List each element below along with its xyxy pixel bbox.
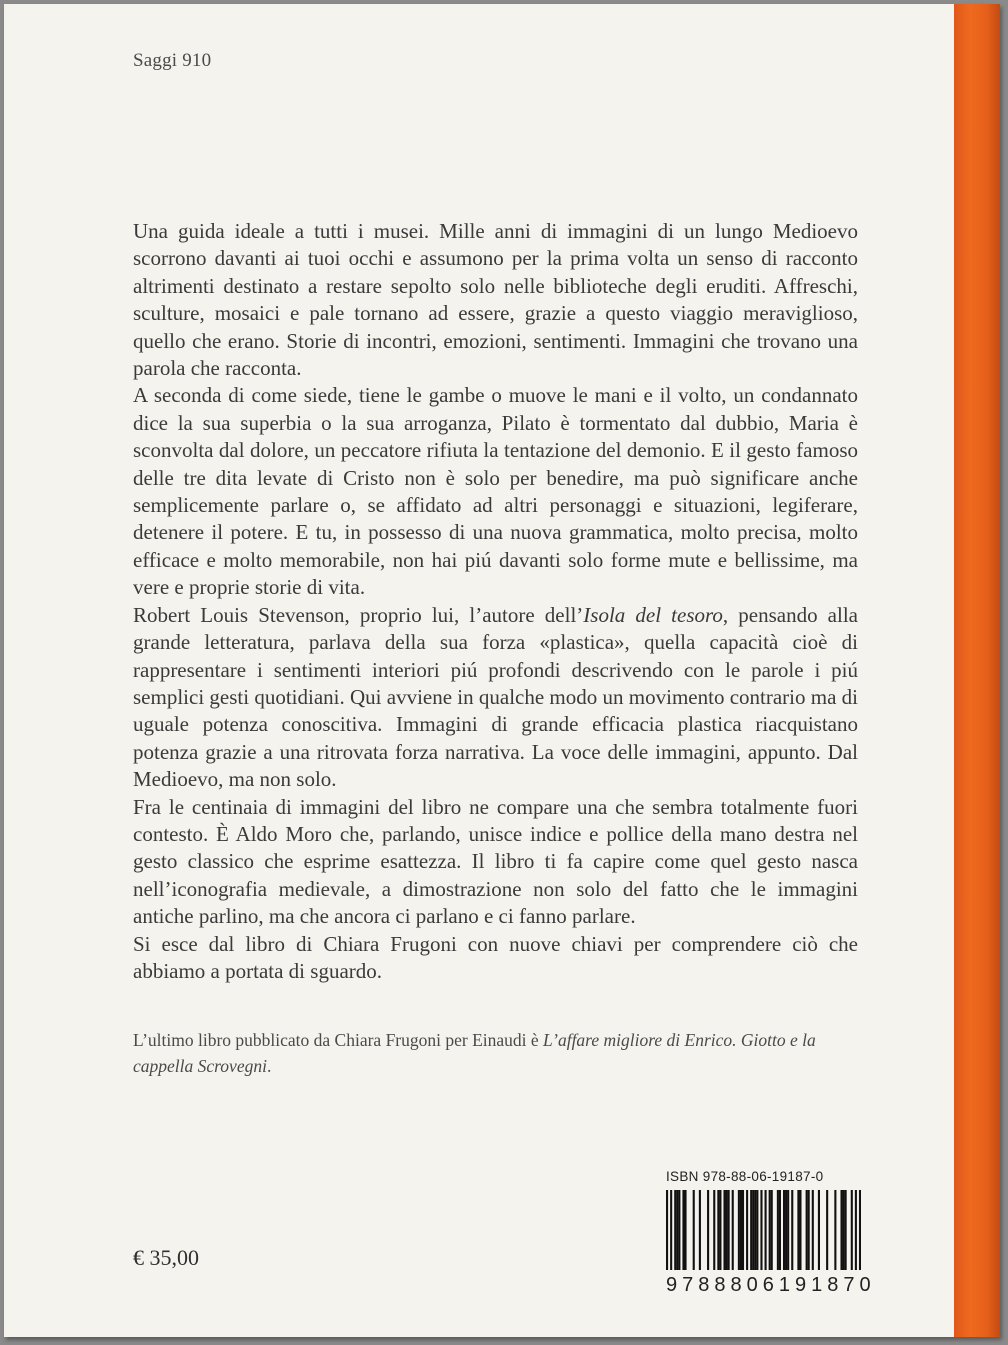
barcode-bar	[756, 1190, 758, 1270]
barcode-bar	[826, 1190, 828, 1270]
barcode-bar	[726, 1190, 728, 1270]
spine-edge	[954, 4, 1000, 1337]
barcode-bar	[750, 1190, 752, 1270]
price: € 35,00	[133, 1245, 199, 1270]
barcode-bar	[851, 1190, 853, 1270]
blurb-paragraph-2: A seconda di come siede, tiene le gambe o muove le mani e il volto, un condannato dice la sua superbia o la sua arroganza, Pilato è tormentato dal dubbio, Maria è sconvolta dal dolore, un peccatore rifiuta la tentazione del demonio. E il gesto famoso delle tre dita levate di Cristo non è solo per benedire, ma può significare anche semplicemente parlare o, se affidato ad altri personaggi e situazioni, legiferare, detenere il potere. E tu, in possesso di una nuova grammatica, molto precisa, molto efficace e molto memorabile, non hai piú davanti solo forme mute e bellissime, ma vere e proprie storie di vita.	[133, 383, 858, 600]
barcode-bar	[760, 1190, 762, 1270]
blurb-paragraph-3	[133, 602, 858, 794]
barcode-bar	[682, 1190, 684, 1270]
author-note-title: L’affare migliore di Enrico. Giotto e la cappella Scrovegni	[133, 1030, 816, 1076]
barcode-bar	[843, 1190, 845, 1270]
series-label: Saggi 910	[133, 50, 212, 71]
barcode-bar	[738, 1190, 740, 1270]
barcode-bar	[717, 1190, 719, 1270]
barcode-bar	[752, 1190, 754, 1270]
barcode	[666, 1190, 861, 1270]
barcode-bar	[834, 1190, 836, 1270]
author-note-end: .	[266, 1056, 272, 1076]
blurb-paragraph-4: Fra le centinaia di immagini del libro ne compare una che sembra totalmente fuori contesto. È Aldo Moro che, parlando, unisce indice e pollice della mano destra nel gesto classico che esprime esattezza. Il libro ti fa capire come quel gesto nasca nell’iconografia medievale, a dimostrazione non solo del fatto che le immagini antiche parlino, ma che ancora ci parlano e ci fanno parlare.	[133, 794, 858, 929]
barcode-bar	[728, 1190, 730, 1270]
barcode-bar	[666, 1190, 668, 1270]
barcode-bar	[746, 1190, 748, 1270]
barcode-bar	[684, 1190, 686, 1270]
barcode-bar	[765, 1190, 767, 1270]
barcode-bar	[787, 1190, 789, 1270]
book-back-cover	[4, 4, 1000, 1337]
barcode-bar	[818, 1190, 820, 1270]
barcode-bar	[785, 1190, 787, 1270]
barcode-bar	[676, 1190, 678, 1270]
book-title-italic: Isola del tesoro	[583, 602, 723, 627]
blurb-paragraph-3-end: , pensando alla grande letteratura, parlava della sua forza «plastica», quella capacità cioè di rappresentare i sentimenti interiori piú profondi descrivendo con le parole i piú semplici gesti quotidiani. Qui avviene in qualche modo un movimento contrario ma di uguale potenza conoscitiva. Immagini di grande efficacia plastica riacquistano potenza grazie a una ritrovata forza narrativa. La voce delle immagini, appunto. Dal Medioevo, ma non solo.	[133, 602, 858, 792]
barcode-bar	[723, 1190, 725, 1270]
barcode-bar	[779, 1190, 781, 1270]
barcode-bar	[777, 1190, 779, 1270]
barcode-bar	[670, 1190, 672, 1270]
barcode-bar	[797, 1190, 799, 1270]
barcode-bar	[859, 1190, 861, 1270]
barcode-bar	[812, 1190, 814, 1270]
barcode-bar	[845, 1190, 847, 1270]
barcode-bar	[713, 1190, 715, 1270]
barcode-bar	[707, 1190, 709, 1270]
author-note-text: L’ultimo libro pubblicato da Chiara Frugoni per Einaudi è	[133, 1030, 544, 1050]
blurb-paragraph-5: Si esce dal libro di Chiara Frugoni con nuove chiavi per comprendere ciò che abbiamo a portata di sguardo.	[133, 931, 858, 983]
barcode-bar	[693, 1190, 695, 1270]
isbn-label: ISBN 978-88-06-19187-0	[666, 1169, 824, 1184]
author-note	[133, 1027, 858, 1079]
barcode-bar	[674, 1190, 676, 1270]
barcode-digits: 9788806191870	[666, 1274, 876, 1296]
barcode-bar	[742, 1190, 744, 1270]
barcode-bars	[666, 1190, 861, 1270]
barcode-bar	[678, 1190, 680, 1270]
barcode-bar	[732, 1190, 734, 1270]
barcode-bar	[799, 1190, 801, 1270]
barcode-bar	[783, 1190, 785, 1270]
blurb-paragraph-3-start: Robert Louis Stevenson, proprio lui, l’autore dell’	[133, 602, 584, 627]
barcode-bar	[769, 1190, 771, 1270]
barcode-bar	[791, 1190, 793, 1270]
blurb-text	[133, 218, 858, 985]
blurb-paragraph-1: Una guida ideale a tutti i musei. Mille anni di immagini di un lungo Medioevo scorrono davanti ai tuoi occhi e assumono per la prima volta un senso di racconto altrimenti destinato a restare sepolto solo nelle biblioteche degli eruditi. Affreschi, sculture, mosaici e pale tornano ad essere, grazie a questo viaggio meraviglioso, quello che erano. Storie di incontri, emozioni, sentimenti. Immagini che trovano una parola che racconta.	[133, 219, 858, 381]
barcode-bar	[806, 1190, 808, 1270]
barcode-bar	[808, 1190, 810, 1270]
barcode-bar	[771, 1190, 773, 1270]
barcode-bar	[840, 1190, 842, 1270]
barcode-bar	[719, 1190, 721, 1270]
barcode-bar	[855, 1190, 857, 1270]
barcode-bar	[740, 1190, 742, 1270]
barcode-bar	[754, 1190, 756, 1270]
barcode-bar	[699, 1190, 701, 1270]
